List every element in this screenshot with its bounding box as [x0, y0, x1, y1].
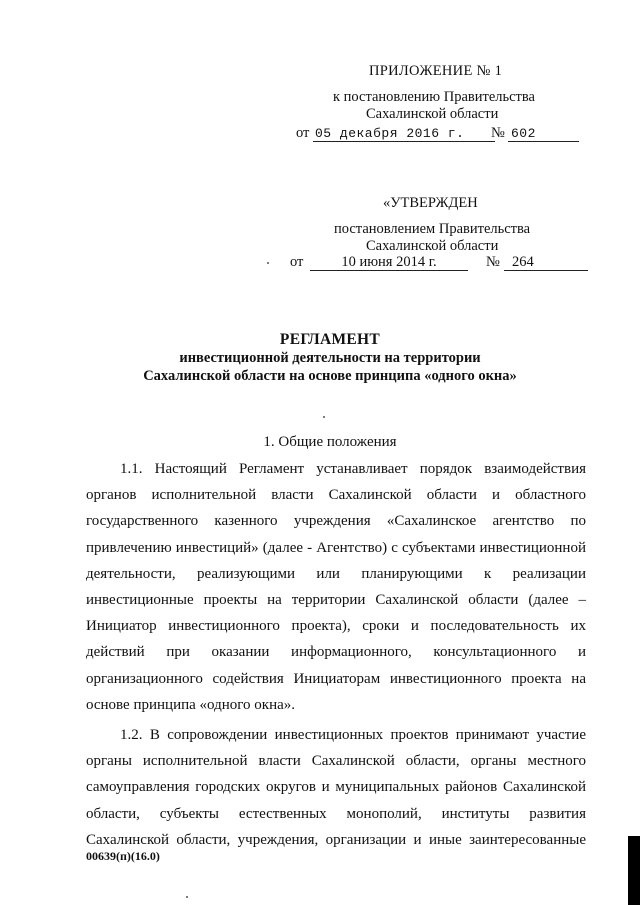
scan-speck — [186, 896, 188, 898]
approval-reference-line2: Сахалинской области — [366, 238, 499, 254]
text-line: органы исполнительной власти Сахалинской области, органы местного — [86, 753, 586, 770]
text-line: инвестиционные проекты на территории Сахалинской области (далее – — [86, 592, 586, 609]
appendix-title: ПРИЛОЖЕНИЕ № 1 — [369, 63, 503, 79]
approval-from-label: от — [290, 254, 304, 270]
appendix-date: 05 декабря 2016 г. — [313, 124, 495, 142]
appendix-date-line — [290, 124, 590, 144]
document-subtitle-line2: Сахалинской области на основе принципа «одного окна» — [143, 368, 517, 384]
text-line: деятельности, реализующими или планирующими к реализации — [86, 565, 586, 582]
text-line: 1.1. Настоящий Регламент устанавливает порядок взаимодействия — [120, 461, 586, 477]
section-title: 1. Общие положения — [263, 434, 397, 450]
approval-reference-line1: постановлением Правительства — [334, 221, 531, 237]
text-line: организационного содействия Инициаторам инвестиционного проекта на — [86, 670, 586, 687]
paragraph-1-2 — [86, 722, 586, 853]
body-text — [86, 456, 586, 853]
document-title: РЕГЛАМЕНТ — [279, 331, 381, 348]
footer-code: 00639(п)(16.0) — [86, 849, 160, 863]
approval-number: 264 — [504, 253, 588, 271]
scan-speck — [267, 262, 269, 264]
text-line: Сахалинской области, учреждения, организации и иные заинтересованные — [86, 831, 586, 848]
paragraph-1-1 — [86, 456, 586, 718]
document-heading — [60, 331, 600, 385]
text-line: действий при оказании информационного, консультационного и — [86, 644, 586, 661]
scan-edge-mark — [628, 836, 640, 905]
approval-date: 10 июня 2014 г. — [310, 253, 468, 271]
text-line: основе принципа «одного окна». — [86, 696, 296, 713]
approval-number-label: № — [486, 254, 500, 270]
text-line: государственного казенного учреждения «Сахалинское агентство по — [86, 513, 586, 530]
text-line: Инициатор инвестиционного проекта), сроки и последовательность их — [86, 618, 586, 635]
text-line: привлечению инвестиций» (далее - Агентство) с субъектами инвестиционной — [86, 539, 586, 556]
scan-speck — [323, 416, 325, 418]
appendix-reference-line1: к постановлению Правительства — [333, 89, 535, 105]
text-line: органов исполнительной власти Сахалинской области и областного — [86, 487, 586, 504]
text-line: области, субъекты естественных монополий, институты развития — [86, 805, 586, 822]
appendix-number: 602 — [508, 124, 579, 142]
appendix-from-label: от — [296, 125, 310, 141]
text-line: самоуправления городских округов и муниципальных районов Сахалинской — [86, 779, 586, 796]
appendix-number-label: № — [491, 125, 505, 141]
document-subtitle-line1: инвестиционной деятельности на территории — [179, 350, 481, 366]
approval-date-line — [290, 253, 590, 273]
approval-title: «УТВЕРЖДЕН — [383, 195, 478, 211]
appendix-reference-line2: Сахалинской области — [366, 106, 499, 122]
text-line: 1.2. В сопровождении инвестиционных проектов принимают участие — [120, 727, 586, 744]
